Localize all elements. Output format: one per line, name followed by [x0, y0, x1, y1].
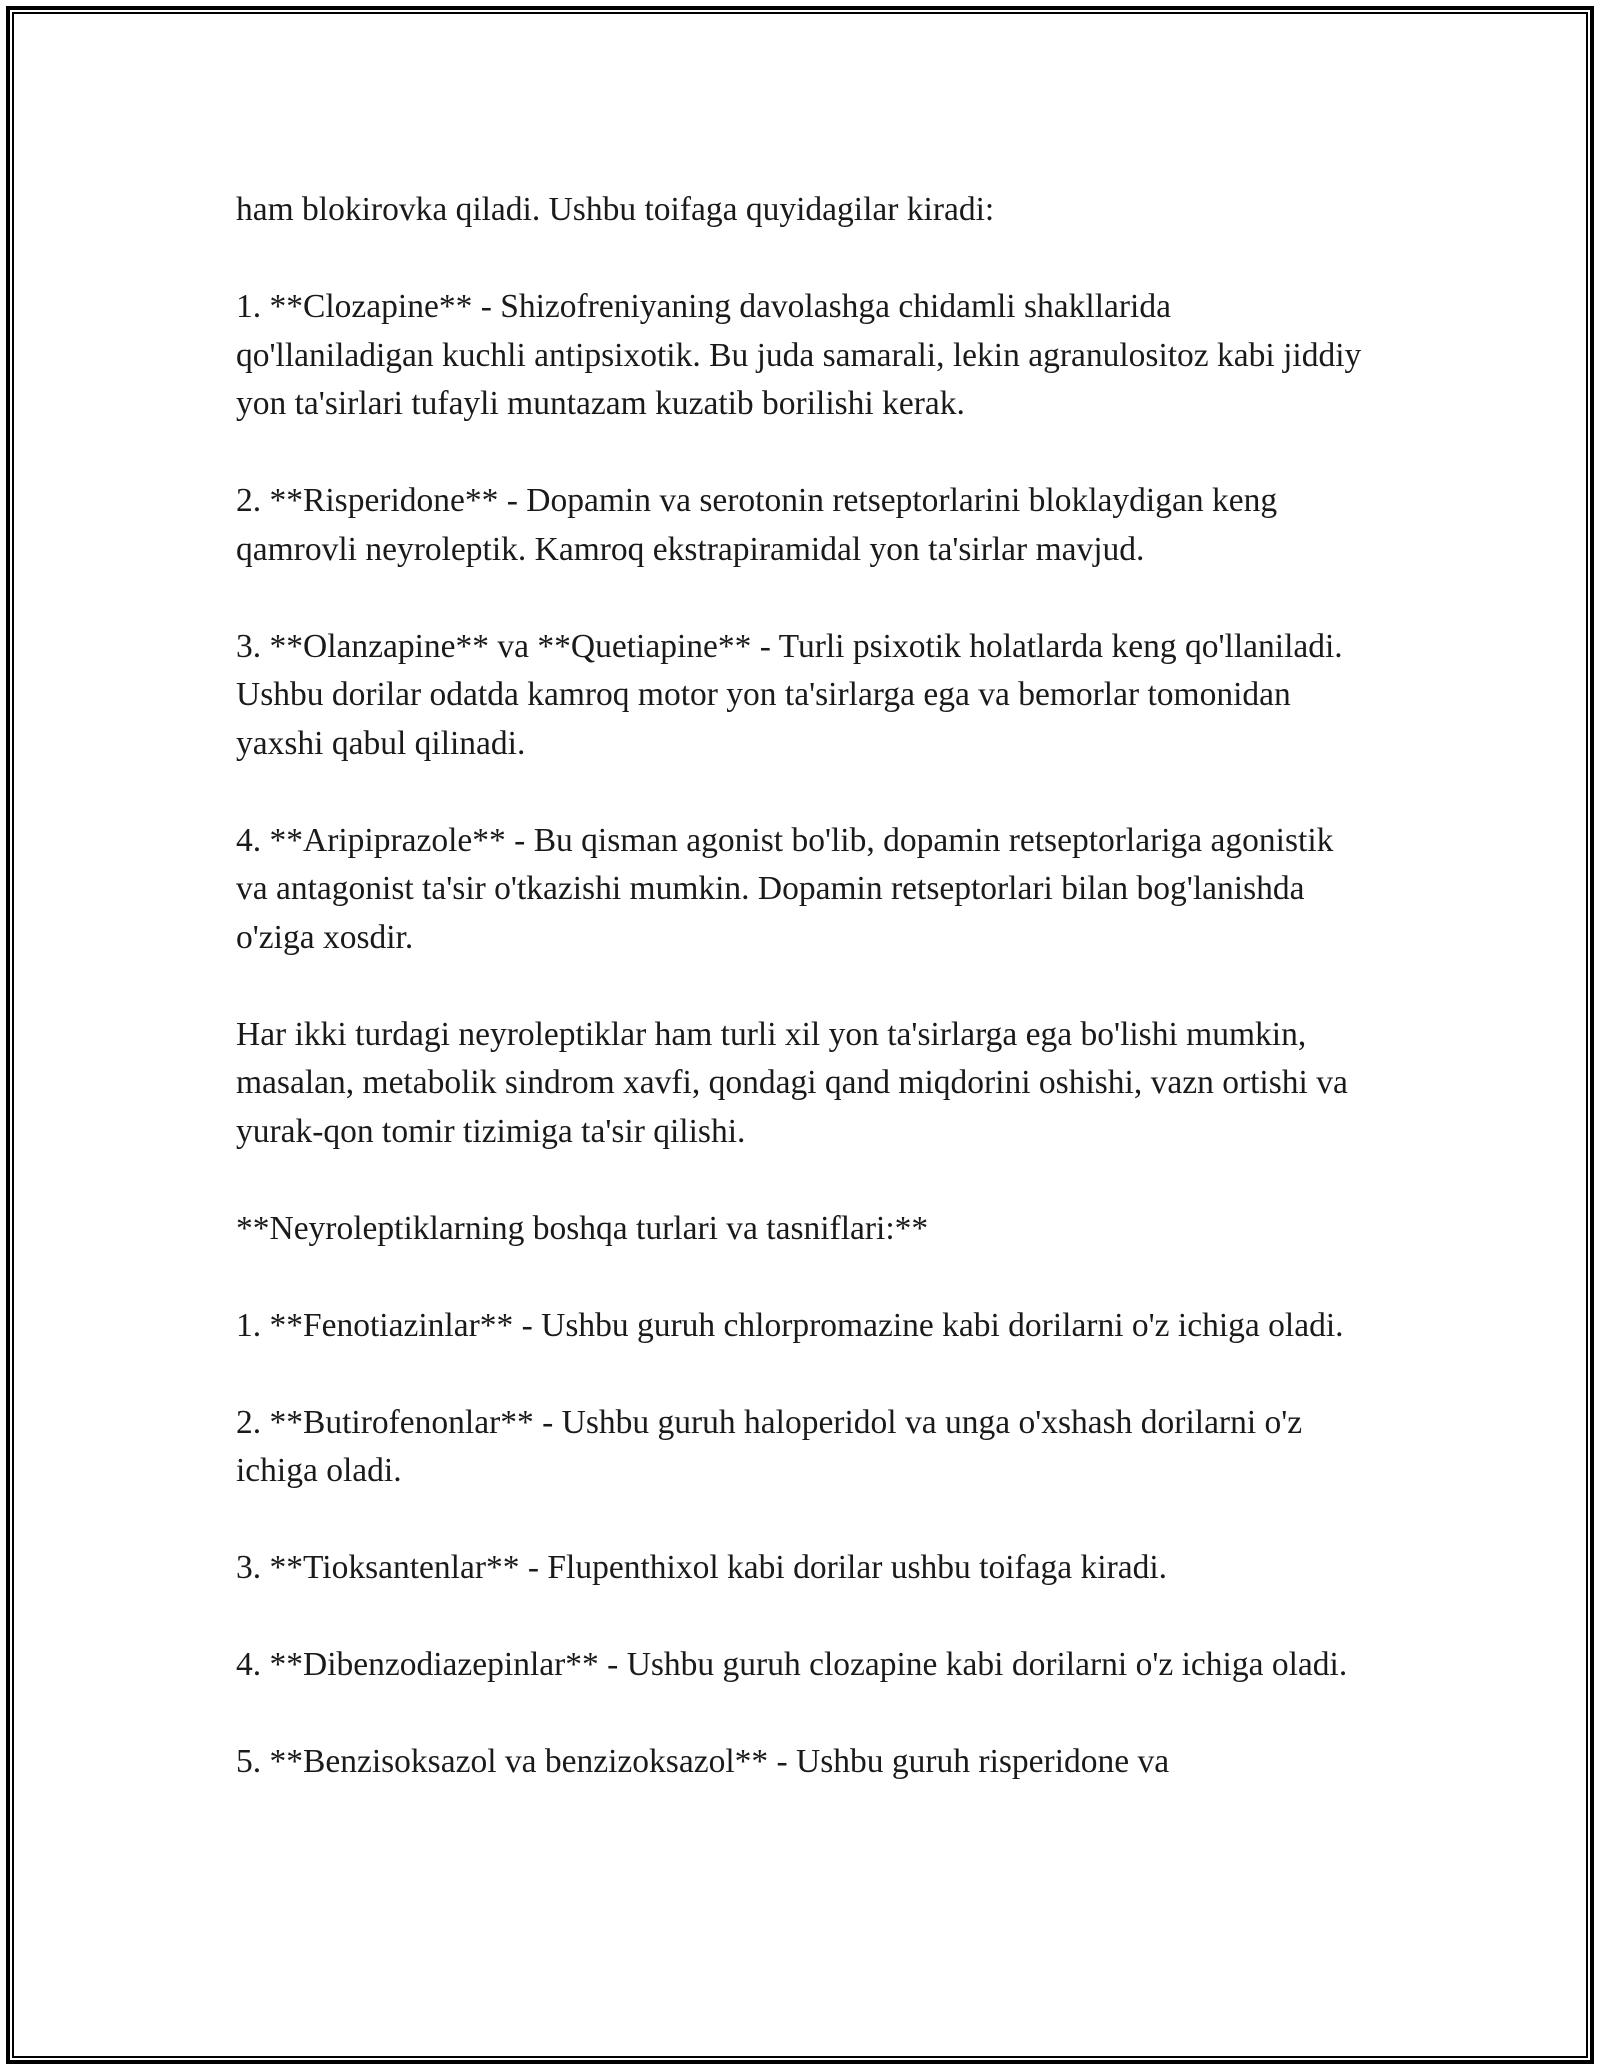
- list-item-aripiprazole: 4. **Aripiprazole** - Bu qisman agonist bo'lib, dopamin retseptorlariga agonistik va antagonist ta'sir o'tkazishi mumkin. Dopamin retseptorlari bilan bog'lanishda o'ziga xosdir.: [236, 821, 1334, 956]
- paragraph-side-effects: Har ikki turdagi neyroleptiklar ham turli xil yon ta'sirlarga ega bo'lishi mumkin, masalan, metabolik sindrom xavfi, qondagi qand miqdorini oshishi, vazn ortishi va yurak-qon tomir tizimiga ta'sir qilishi.: [236, 1015, 1348, 1150]
- list-item-butirofenonlar: 2. **Butirofenonlar** - Ushbu guruh haloperidol va unga o'xshash dorilarni o'z ichiga oladi.: [236, 1403, 1303, 1489]
- list-item-olanzapine-quetiapine: 3. **Olanzapine** va **Quetiapine** - Turli psixotik holatlarda keng qo'llaniladi. Ushbu dorilar odatda kamroq motor yon ta'sirlarga ega va bemorlar tomonidan yaxshi qabul qilinadi.: [236, 627, 1343, 762]
- list-item-risperidone: 2. **Risperidone** - Dopamin va serotonin retseptorlarini bloklaydigan keng qamrovli neyroleptik. Kamroq ekstrapiramidal yon ta'sirlar mavjud.: [236, 482, 1278, 568]
- list-item-fenotiazinlar: 1. **Fenotiazinlar** - Ushbu guruh chlorpromazine kabi dorilarni o'z ichiga oladi.: [236, 1306, 1344, 1344]
- document-body: [236, 186, 1366, 1835]
- section-heading-classifications: **Neyroleptiklarning boshqa turlari va tasniflari:**: [236, 1209, 929, 1247]
- list-item-clozapine: 1. **Clozapine** - Shizofreniyaning davolashga chidamli shakllarida qo'llaniladigan kuchli antipsixotik. Bu juda samarali, lekin agranulositoz kabi jiddiy yon ta'sirlari tufayli muntazam kuzatib borilishi kerak.: [236, 288, 1362, 422]
- list-item-benzisoksazol: 5. **Benzisoksazol va benzizoksazol** - Ushbu guruh risperidone va: [236, 1743, 1170, 1780]
- list-item-tioksantenlar: 3. **Tioksantenlar** - Flupenthixol kabi dorilar ushbu toifaga kiradi.: [236, 1549, 1168, 1586]
- list-item-dibenzodiazepinlar: 4. **Dibenzodiazepinlar** - Ushbu guruh clozapine kabi dorilarni o'z ichiga oladi.: [236, 1646, 1348, 1683]
- paragraph-intro-continuation: ham blokirovka qiladi. Ushbu toifaga quyidagilar kiradi:: [236, 191, 995, 228]
